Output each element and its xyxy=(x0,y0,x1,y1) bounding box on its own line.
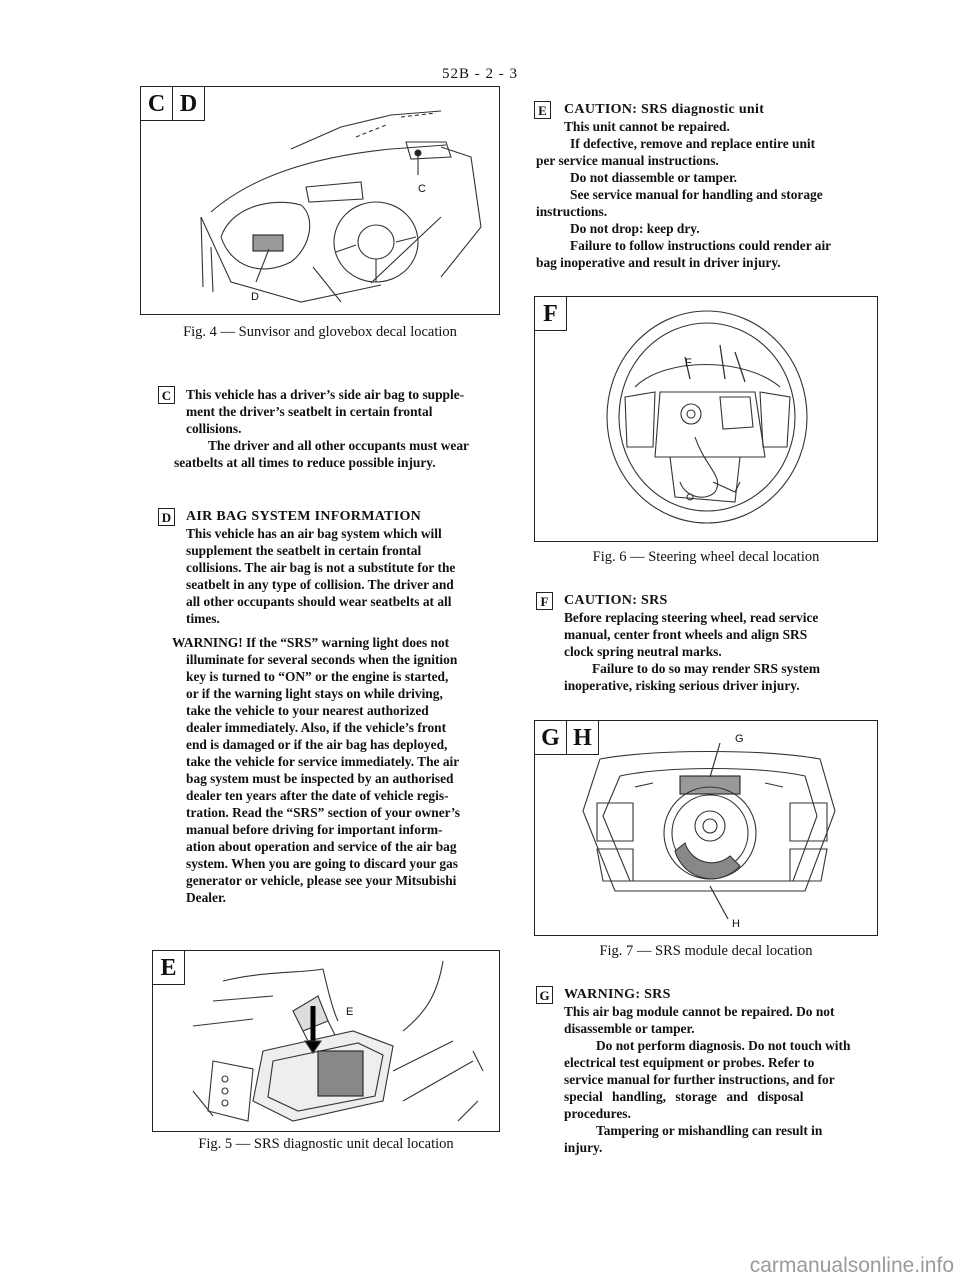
section-g-text xyxy=(564,986,869,1156)
steering-wheel-illustration xyxy=(535,297,876,540)
text-line: instructions. xyxy=(536,204,608,219)
text-line: seatbelts at all times to reduce possible injury. xyxy=(174,455,436,470)
text-line: ation about operation and service of the air bag xyxy=(186,839,457,854)
figure-tag-c: C xyxy=(141,87,173,121)
text-line: special handling, storage and disposal xyxy=(564,1089,804,1104)
page-number: 52B - 2 - 3 xyxy=(442,66,518,82)
text-line: take the vehicle to your nearest authorized xyxy=(186,703,429,718)
figure-6-caption: Fig. 6 — Steering wheel decal location xyxy=(592,549,820,565)
text-line: electrical test equipment or probes. Refer to xyxy=(564,1055,815,1070)
text-line: collisions. xyxy=(186,421,242,436)
text-line: times. xyxy=(186,611,220,626)
text-line: service manual for further instructions, and for xyxy=(564,1072,835,1087)
text-line: Failure to follow instructions could render air xyxy=(570,238,832,253)
callout-e: E xyxy=(346,1006,354,1018)
section-g-heading: WARNING: SRS xyxy=(564,987,671,1002)
text-line: Do not perform diagnosis. Do not touch with xyxy=(596,1038,851,1053)
section-label-c: C xyxy=(158,386,175,404)
text-line: Before replacing steering wheel, read service xyxy=(564,610,819,625)
figure-6-box xyxy=(534,296,878,542)
section-f-heading: CAUTION: SRS xyxy=(564,593,668,608)
figure-tag-h: H xyxy=(567,721,599,755)
text-line: inoperative, risking serious driver injury. xyxy=(564,678,800,693)
text-line: Do not diassemble or tamper. xyxy=(570,170,738,185)
text-line: dealer ten years after the date of vehicle regis- xyxy=(186,788,449,803)
text-line: dealer immediately. Also, if the vehicle’s front xyxy=(186,720,447,735)
figure-7-caption: Fig. 7 — SRS module decal location xyxy=(599,943,813,959)
text-line: bag inoperative and result in driver injury. xyxy=(536,255,781,270)
section-f-text xyxy=(564,592,869,694)
warning-first-line: WARNING! If the “SRS” warning light does not xyxy=(172,635,450,650)
figure-tag-f: F xyxy=(535,297,567,331)
figure-tag-d: D xyxy=(173,87,205,121)
text-line: This vehicle has a driver’s side air bag to supple- xyxy=(186,387,465,402)
text-line: tration. Read the “SRS” section of your owner’s xyxy=(186,805,460,820)
text-line: If defective, remove and replace entire unit xyxy=(570,136,816,151)
text-line: all other occupants should wear seatbelts at all xyxy=(186,594,452,609)
figure-tag-e: E xyxy=(153,951,185,985)
figure-4-caption: Fig. 4 — Sunvisor and glovebox decal location xyxy=(183,324,457,340)
callout-g: G xyxy=(735,733,744,745)
section-label-d: D xyxy=(158,508,175,526)
section-d-text xyxy=(186,508,491,627)
text-line: supplement the seatbelt in certain frontal xyxy=(186,543,422,558)
text-line: key is turned to “ON” or the engine is started, xyxy=(186,669,449,684)
text-line: See service manual for handling and storage xyxy=(570,187,823,202)
text-line: This air bag module cannot be repaired. Do not xyxy=(564,1004,835,1019)
warning-text xyxy=(172,634,492,906)
text-line: clock spring neutral marks. xyxy=(564,644,722,659)
figure-5-box xyxy=(152,950,500,1132)
callout-h: H xyxy=(732,918,740,930)
section-e-heading: CAUTION: SRS diagnostic unit xyxy=(564,102,765,117)
text-line: disassemble or tamper. xyxy=(564,1021,695,1036)
figure-7-box xyxy=(534,720,878,936)
text-line: Tampering or mishandling can result in xyxy=(596,1123,823,1138)
text-line: per service manual instructions. xyxy=(536,153,719,168)
section-e-body xyxy=(536,118,869,271)
console-illustration xyxy=(153,951,498,1130)
section-c-text xyxy=(174,386,491,471)
text-line: bag system must be inspected by an authorised xyxy=(186,771,454,786)
text-line: system. When you are going to discard your gas xyxy=(186,856,458,871)
text-line: Do not drop: keep dry. xyxy=(570,221,700,236)
section-label-e: E xyxy=(534,101,551,119)
callout-d: D xyxy=(251,291,259,303)
text-line: ment the driver’s seatbelt in certain frontal xyxy=(186,404,433,419)
text-line: collisions. The air bag is not a substitute for the xyxy=(186,560,456,575)
text-line: Failure to do so may render SRS system xyxy=(592,661,821,676)
text-line: take the vehicle for service immediately. The air xyxy=(186,754,460,769)
text-line: seatbelt in any type of collision. The driver and xyxy=(186,577,454,592)
text-line: procedures. xyxy=(564,1106,631,1121)
callout-f: F xyxy=(685,357,692,369)
text-line: The driver and all other occupants must wear xyxy=(208,438,469,453)
text-line: end is damaged or if the air bag has deployed, xyxy=(186,737,448,752)
text-line: generator or vehicle, please see your Mitsubishi xyxy=(186,873,457,888)
text-line: manual before driving for important inform- xyxy=(186,822,443,837)
text-line: illuminate for several seconds when the ignition xyxy=(186,652,458,667)
callout-c: C xyxy=(418,183,426,195)
text-line: This vehicle has an air bag system which will xyxy=(186,526,442,541)
section-label-f: F xyxy=(536,592,553,610)
figure-tag-g: G xyxy=(535,721,567,755)
section-e-text xyxy=(564,101,869,118)
text-line: injury. xyxy=(564,1140,603,1155)
section-d-heading: AIR BAG SYSTEM INFORMATION xyxy=(186,509,422,524)
section-label-g: G xyxy=(536,986,553,1004)
figure-5-caption: Fig. 5 — SRS diagnostic unit decal location xyxy=(198,1136,454,1152)
figure-4-box xyxy=(140,86,500,315)
text-line: Dealer. xyxy=(186,890,227,905)
watermark[interactable]: carmanualsonline.info xyxy=(749,1254,954,1277)
text-line: or if the warning light stays on while driving, xyxy=(186,686,443,701)
text-line: manual, center front wheels and align SRS xyxy=(564,627,808,642)
text-line: This unit cannot be repaired. xyxy=(564,119,730,134)
